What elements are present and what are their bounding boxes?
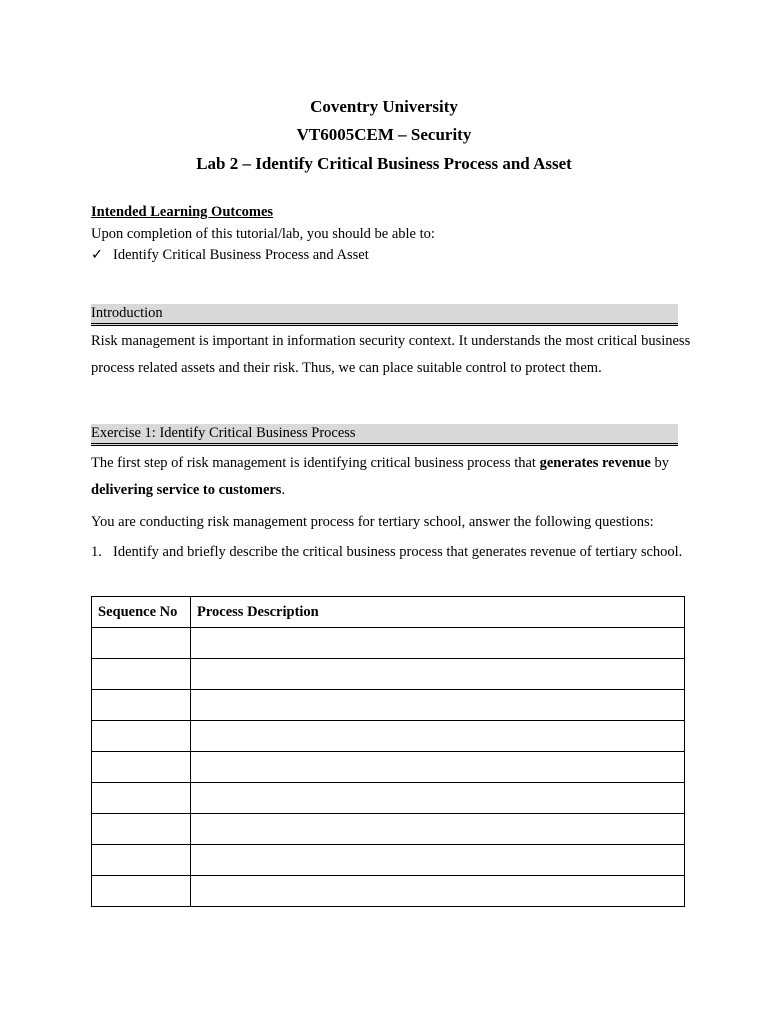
process-description-cell[interactable] xyxy=(191,814,685,845)
table-row xyxy=(92,690,685,721)
exercise1-heading: Exercise 1: Identify Critical Business Process xyxy=(91,424,678,446)
table-row xyxy=(92,721,685,752)
table-row xyxy=(92,845,685,876)
sequence-no-cell[interactable] xyxy=(92,690,191,721)
table-row xyxy=(92,783,685,814)
question-number: 1. xyxy=(91,544,102,560)
process-table xyxy=(91,596,685,907)
learning-outcomes-intro: Upon completion of this tutorial/lab, you should be able to: xyxy=(91,226,435,242)
generates-revenue-emphasis: generates revenue xyxy=(539,455,651,471)
table-row xyxy=(92,628,685,659)
sequence-no-cell[interactable] xyxy=(92,876,191,907)
question-1 xyxy=(91,539,691,566)
process-description-cell[interactable] xyxy=(191,845,685,876)
introduction-heading: Introduction xyxy=(91,304,678,326)
exercise1-text-end: . xyxy=(281,482,286,498)
module-title: VT6005CEM – Security xyxy=(296,125,472,144)
sequence-no-header: Sequence No xyxy=(92,597,191,628)
lab-title: Lab 2 – Identify Critical Business Process and Asset xyxy=(196,154,572,173)
learning-outcomes-heading: Intended Learning Outcomes xyxy=(91,204,274,220)
table-row xyxy=(92,752,685,783)
exercise1-text-start: The first step of risk management is identifying critical business process that xyxy=(91,455,540,471)
process-description-cell[interactable] xyxy=(191,783,685,814)
delivering-service-emphasis: delivering service to customers xyxy=(91,482,282,498)
university-title: Coventry University xyxy=(310,97,458,116)
sequence-no-cell[interactable] xyxy=(92,845,191,876)
process-description-header: Process Description xyxy=(191,597,685,628)
sequence-no-cell[interactable] xyxy=(92,814,191,845)
exercise1-context: You are conducting risk management process for tertiary school, answer the following questions: xyxy=(91,514,654,530)
learning-outcome-text: Identify Critical Business Process and Asset xyxy=(113,247,369,263)
process-description-cell[interactable] xyxy=(191,690,685,721)
sequence-no-cell[interactable] xyxy=(92,783,191,814)
process-description-cell[interactable] xyxy=(191,876,685,907)
sequence-no-cell[interactable] xyxy=(92,721,191,752)
process-description-cell[interactable] xyxy=(191,721,685,752)
exercise1-text-mid: by xyxy=(650,455,669,471)
checkmark-icon: ✓ xyxy=(91,247,104,263)
process-description-cell[interactable] xyxy=(191,752,685,783)
table-row xyxy=(92,659,685,690)
table-row xyxy=(92,814,685,845)
sequence-no-cell[interactable] xyxy=(92,752,191,783)
question-text: Identify and briefly describe the critical business process that generates revenue of tertiary school. xyxy=(113,544,683,560)
exercise1-paragraph xyxy=(91,450,691,504)
sequence-no-cell[interactable] xyxy=(92,628,191,659)
introduction-text: Risk management is important in information security context. It understands the most critical business process related assets and their risk. Thus, we can place suitable control to protect them. xyxy=(91,333,691,376)
process-description-cell[interactable] xyxy=(191,628,685,659)
table-header-row xyxy=(92,597,685,628)
sequence-no-cell[interactable] xyxy=(92,659,191,690)
table-row xyxy=(92,876,685,907)
process-description-cell[interactable] xyxy=(191,659,685,690)
learning-outcome-item xyxy=(91,247,369,264)
